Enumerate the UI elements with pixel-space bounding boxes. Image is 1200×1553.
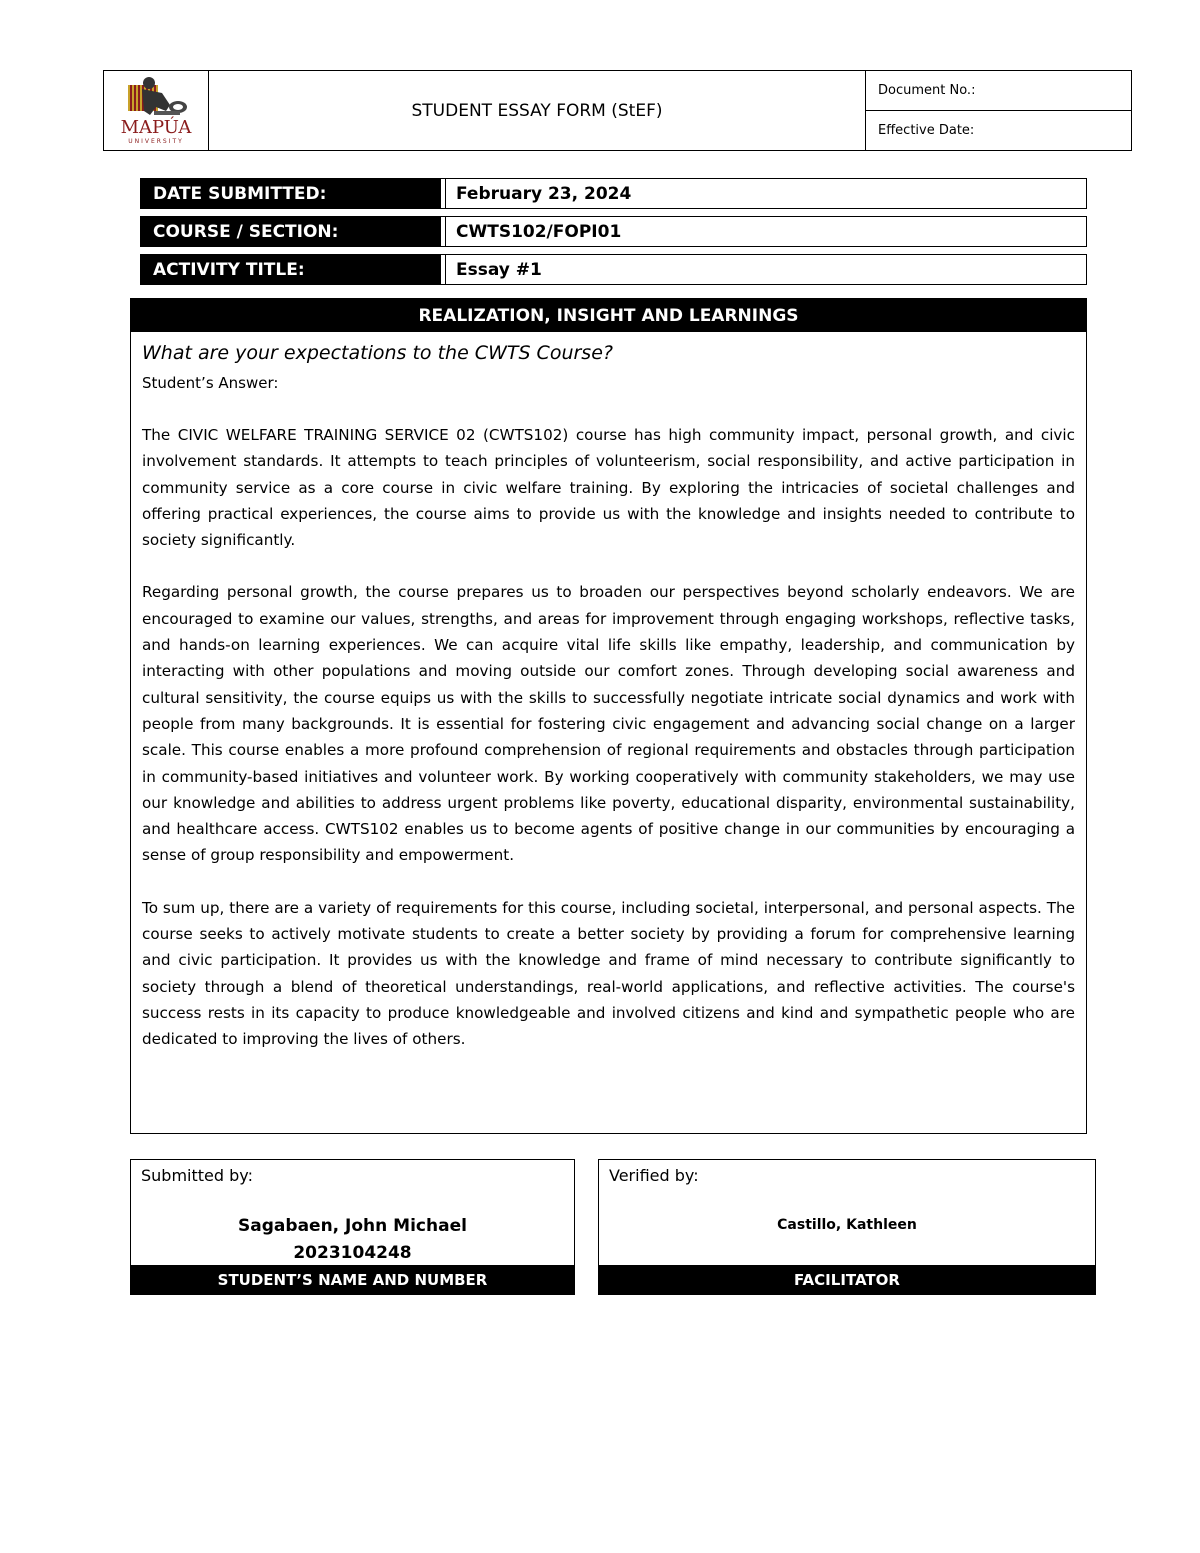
verified-by-label: Verified by: [609,1166,699,1185]
document-no-field [866,71,1131,111]
form-title: STUDENT ESSAY FORM (StEF) [209,71,866,150]
effective-date-label: Effective Date: [878,122,975,138]
answer-label: Student’s Answer: [142,374,279,392]
document-no-label: Document No.: [878,82,976,98]
activity-title-value: Essay #1 [445,255,1086,284]
submitted-by-label: Submitted by: [141,1166,253,1185]
activity-title-row [140,254,1087,285]
date-submitted-label: DATE SUBMITTED: [141,179,441,208]
mapua-logo-icon [104,71,208,151]
effective-date-field [866,111,1131,151]
essay-question: What are your expectations to the CWTS Course? [142,342,613,364]
essay-section [130,298,1087,1134]
facilitator-footer: FACILITATOR [599,1265,1095,1294]
form-header [103,70,1132,151]
student-name-number-footer: STUDENT’S NAME AND NUMBER [131,1265,574,1294]
logo-wordmark: MAPÚA [120,117,192,138]
course-section-label: COURSE / SECTION: [141,217,441,246]
activity-title-label: ACTIVITY TITLE: [141,255,441,284]
essay-paragraph-2: Regarding personal growth, the course prepares us to broaden our perspectives beyond scholarly endeavors. We are encouraged to examine our values, strengths, and areas for improvement through engaging workshops, reflective tasks, and hands-on learning experiences. We can acquire vital life skills like empathy, leadership, and communication by interacting with other populations and moving outside our comfort zones. Through developing social awareness and cultural sensitivity, the course equips us with the skills to successfully negotiate intricate social dynamics and work with people from many backgrounds. It is essential for fostering civic engagement and advancing social change on a larger scale. This course enables a more profound comprehension of regional requirements and obstacles through participation in community-based initiatives and volunteer work. By working cooperatively with community stakeholders, we may use our knowledge and abilities to address urgent problems like poverty, educational disparity, environmental sustainability, and healthcare access. CWTS102 enables us to become agents of positive change in our communities by encouraging a sense of group responsibility and empowerment. [142,583,1075,865]
course-section-row [140,216,1087,247]
date-submitted-value: February 23, 2024 [445,179,1086,208]
essay-body [131,332,1086,1053]
verified-by-box [598,1159,1096,1295]
essay-paragraph-1: The CIVIC WELFARE TRAINING SERVICE 02 (CWTS102) course has high community impact, personal growth, and civic involvement standards. It attempts to teach principles of volunteerism, social responsibility, and active participation in community service as a core course in civic welfare training. By exploring the intricacies of societal challenges and offering practical experiences, the course aims to provide us with the knowledge and insights needed to contribute to society significantly. [142,426,1075,550]
date-submitted-row [140,178,1087,209]
document-meta [866,71,1131,150]
student-number: 2023104248 [293,1243,412,1263]
logo-subtext: UNIVERSITY [128,138,184,145]
logo-cell [104,71,209,150]
essay-paragraph-3: To sum up, there are a variety of requirements for this course, including societal, interpersonal, and personal aspects. The course seeks to actively motivate students to create a better society by providing a forum for comprehensive learning and civic participation. It provides us with the knowledge and frame of mind necessary to contribute significantly to society through a blend of theoretical understandings, real-world applications, and reflective activities. The course's success rests in its capacity to produce knowledgeable and involved citizens and kind and sympathetic people who are dedicated to improving the lives of others. [142,898,1075,1049]
course-section-value: CWTS102/FOPI01 [445,217,1086,246]
student-name: Sagabaen, John Michael [238,1216,467,1236]
section-title: REALIZATION, INSIGHT AND LEARNINGS [131,299,1086,332]
submitted-by-box [130,1159,575,1295]
facilitator-name: Castillo, Kathleen [777,1217,917,1233]
